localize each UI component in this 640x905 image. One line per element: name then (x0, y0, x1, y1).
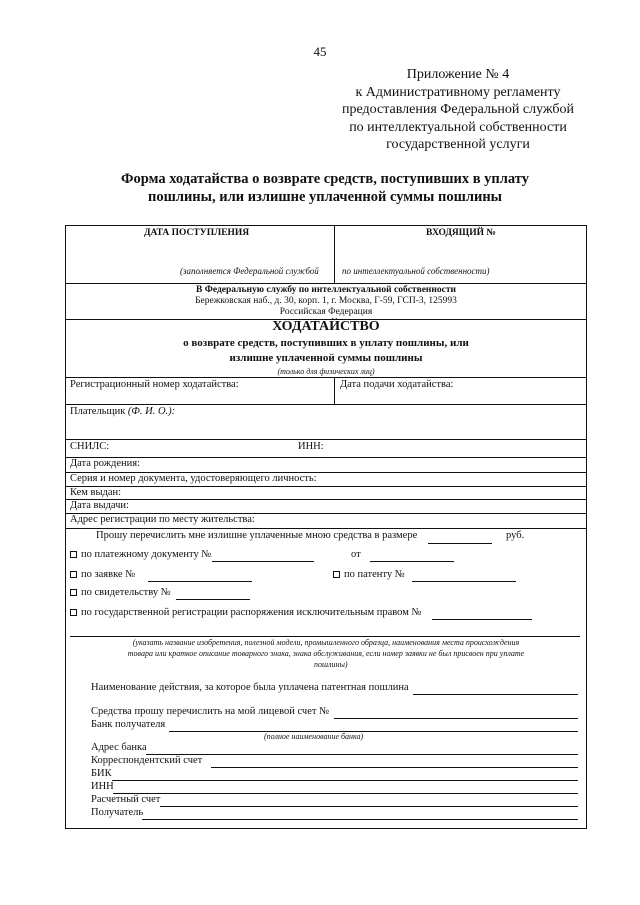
petition-title: ХОДАТАЙСТВО (272, 319, 380, 334)
registration-number-label: Регистрационный номер ходатайства: (70, 379, 239, 390)
bank-name-field[interactable] (169, 731, 578, 732)
description-hint: пошлины) (314, 660, 348, 669)
payer-hint: (Ф. И. О.): (127, 406, 176, 417)
application-number-field[interactable] (148, 581, 252, 582)
checkbox[interactable] (70, 609, 77, 616)
option-application[interactable] (70, 569, 135, 580)
option-payment-document[interactable] (70, 549, 211, 560)
option-certificate[interactable] (70, 587, 171, 598)
checkbox[interactable] (333, 571, 340, 578)
issue-date-label: Дата выдачи: (70, 500, 129, 511)
action-label: Наименование действия, за которое была уплачена патентная пошлина (91, 682, 409, 693)
petition-subtitle: о возврате средств, поступивших в уплату пошлины, или (183, 337, 469, 349)
divider (66, 457, 586, 458)
description-hint: (указать название изобретения, полезной модели, промышленного образца, наименования места происхождения (132, 638, 520, 647)
inn2-field[interactable] (113, 793, 578, 794)
petition-note: (только для физических лиц) (277, 367, 375, 376)
addressee-address: Бережковская наб., д. 30, корп. 1, г. Москва, Г-59, ГСП-3, 125993 (195, 296, 457, 306)
bik-label: БИК (91, 768, 112, 779)
reg-row-divider (334, 377, 335, 404)
action-field[interactable] (413, 694, 578, 695)
from-label: от (351, 549, 361, 560)
petition-subtitle: излишне уплаченной суммы пошлины (229, 352, 423, 364)
divider (66, 404, 586, 405)
request-text: Прошу перечислить мне излишне уплаченные мною средства в размере (96, 530, 418, 541)
header-divider (334, 226, 335, 283)
option-label: по заявке № (81, 569, 136, 580)
date-received-label: ДАТА ПОСТУПЛЕНИЯ (144, 228, 250, 238)
incoming-number-label: ВХОДЯЩИЙ № (426, 228, 496, 238)
checkbox[interactable] (70, 551, 77, 558)
appendix-line: Приложение № 4 (406, 67, 510, 82)
option-label: по государственной регистрации распоряжения исключительным правом № (81, 607, 422, 618)
state-registration-field[interactable] (432, 619, 532, 620)
submit-date-label: Дата подачи ходатайства: (340, 379, 454, 390)
divider (66, 439, 586, 440)
option-patent[interactable] (333, 569, 405, 580)
divider (66, 499, 586, 500)
birth-date-label: Дата рождения: (70, 458, 141, 469)
option-label: по платежному документу № (81, 549, 212, 560)
payer-label (70, 406, 175, 417)
title-line: пошлины, или излишне уплаченной суммы пошлины (147, 189, 503, 205)
appendix-line: государственной услуги (386, 137, 530, 152)
address-label: Адрес регистрации по месту жительства: (70, 514, 255, 525)
transfer-label: Средства прошу перечислить на мой лицевой счет № (91, 706, 330, 717)
bank-label: Банк получателя (91, 719, 166, 730)
appendix-line: по интеллектуальной собственности (349, 119, 567, 135)
option-label: по патенту № (344, 569, 405, 580)
snils-label: СНИЛС: (70, 441, 110, 452)
rub-label: руб. (506, 530, 525, 541)
inn2-label: ИНН (91, 781, 114, 792)
page-number: 45 (313, 44, 327, 59)
settlement-account-field[interactable] (160, 806, 578, 807)
title-line: Форма ходатайства о возврате средств, поступивших в уплату (121, 171, 529, 187)
description-field[interactable] (70, 636, 580, 637)
bank-hint: (полное наименование банка) (264, 732, 364, 741)
option-label: по свидетельству № (81, 587, 171, 598)
corr-account-field[interactable] (211, 767, 578, 768)
bank-address-label: Адрес банка (91, 742, 147, 753)
id-document-label: Серия и номер документа, удостоверяющего личность: (70, 473, 317, 484)
settlement-account-label: Расчетный счет (91, 794, 161, 805)
addressee-line: В Федеральную службу по интеллектуальной собственности (196, 285, 456, 295)
petition-form (65, 225, 587, 829)
corr-account-label: Корреспондентский счет (91, 755, 203, 766)
patent-number-field[interactable] (412, 581, 516, 582)
checkbox[interactable] (70, 589, 77, 596)
description-hint: товара или краткое описание товарного знака, знака обслуживания, если номер заявки не был присвоен при уплате (127, 649, 525, 658)
recipient-label: Получатель (91, 807, 144, 818)
addressee-country: Российская Федерация (279, 307, 373, 317)
amount-field[interactable] (428, 543, 492, 544)
appendix-line: предоставления Федеральной службой (342, 102, 574, 117)
issued-by-label: Кем выдан: (70, 487, 122, 498)
account-number-field[interactable] (334, 718, 578, 719)
bank-address-field[interactable] (146, 754, 578, 755)
checkbox[interactable] (70, 571, 77, 578)
divider (66, 528, 586, 529)
divider (66, 486, 586, 487)
payment-document-field[interactable] (212, 561, 314, 562)
divider (66, 377, 586, 378)
appendix-header (330, 66, 586, 154)
payer-label-text: Плательщик (70, 406, 126, 417)
inn-label: ИНН: (298, 441, 324, 452)
document-title (60, 170, 590, 206)
filled-by-note-right: по интеллектуальной собственности) (342, 266, 490, 276)
appendix-line: к Административному регламенту (355, 84, 561, 100)
bik-field[interactable] (112, 780, 578, 781)
payment-date-field[interactable] (370, 561, 454, 562)
option-state-registration[interactable] (70, 607, 422, 618)
divider (66, 283, 586, 284)
recipient-field[interactable] (142, 819, 578, 820)
certificate-number-field[interactable] (176, 599, 250, 600)
filled-by-note-left: (заполняется Федеральной службой (180, 266, 319, 276)
